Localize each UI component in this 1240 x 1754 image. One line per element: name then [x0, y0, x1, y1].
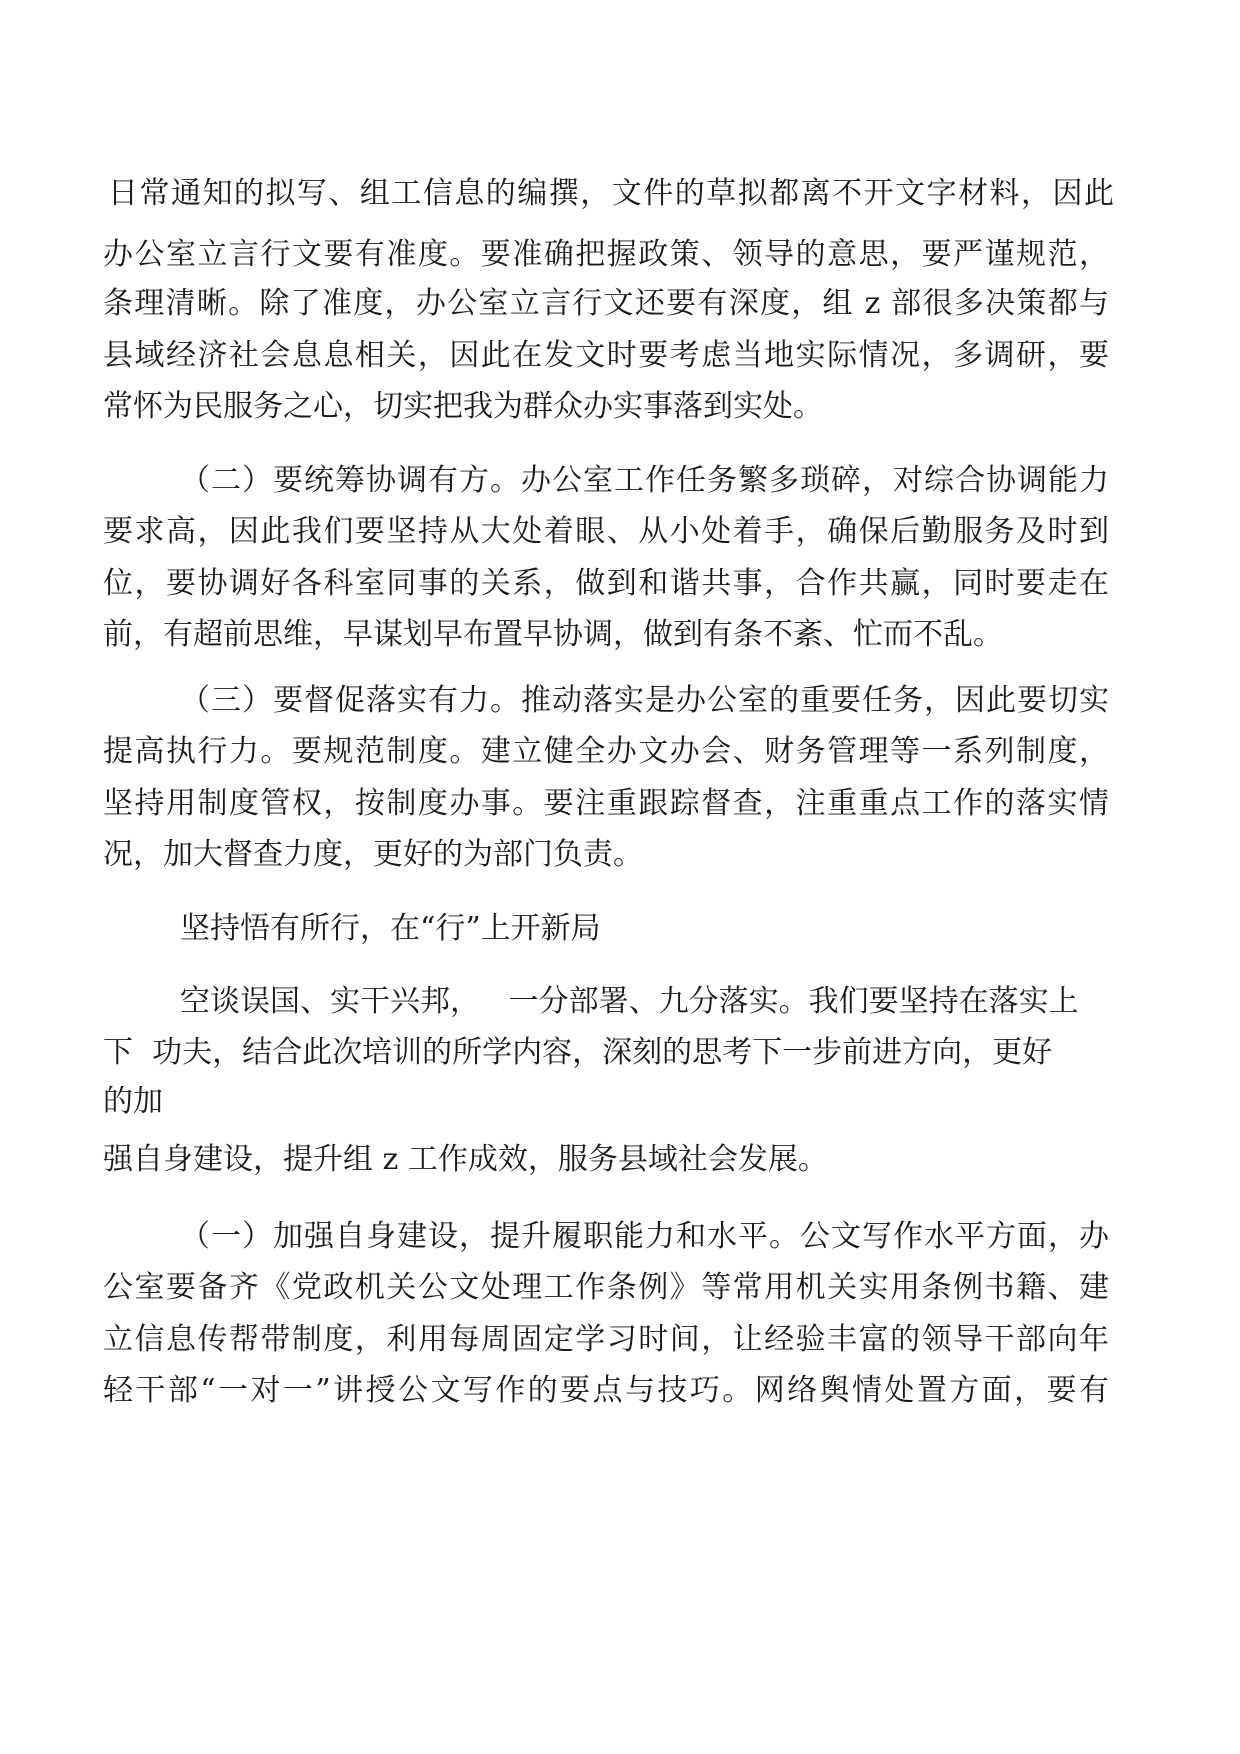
paragraph-start-line: 空谈误国、实干兴邦， 一分部署、九分落实。我们要坚持在落实上: [180, 984, 1079, 1019]
text-line: 位，要协调好各科室同事的关系，做到和谐共事，合作共赢，同时要走在: [103, 566, 1109, 601]
text-line: 坚持用制度管权，按制度办事。要注重跟踪督查，注重重点工作的落实情: [103, 786, 1109, 821]
text-line: 况，加大督查力度，更好的为部门负责。: [103, 837, 643, 872]
text-line: 立信息传帮带制度，利用每周固定学习时间，让经验丰富的领导干部向年: [103, 1322, 1109, 1357]
text-line: 提高执行力。要规范制度。建立健全办文办会、财务管理等一系列制度，: [103, 734, 1109, 769]
text-line: 常怀为民服务之心，切实把我为群众办实事落到实处。: [103, 389, 823, 424]
text-line: 前，有超前思维，早谋划早布置早协调，做到有条不紊、忙而不乱。: [103, 617, 1003, 652]
text-line: 公室要备齐《党政机关公文处理工作条例》等常用机关实用条例书籍、建: [103, 1270, 1109, 1305]
text-line: 下 功夫，结合此次培训的所学内容，深刻的思考下一步前进方向，更好: [103, 1035, 1053, 1070]
text-line: 县域经济社会息息相关，因此在发文时要考虑当地实际情况，多调研，要: [103, 338, 1109, 373]
text-line: 要求高，因此我们要坚持从大处着眼、从小处着手，确保后勤服务及时到: [103, 514, 1109, 549]
paragraph-start-line: （二）要统筹协调有方。办公室工作任务繁多琐碎，对综合协调能力: [180, 463, 1109, 498]
text-line: 条理清晰。除了准度，办公室立言行文还要有深度，组 z 部很多决策都与: [103, 286, 1109, 321]
text-line: 轻干部“一对一”讲授公文写作的要点与技巧。网络舆情处置方面，要有: [103, 1373, 1109, 1408]
paragraph-start-line: （一）加强自身建设，提升履职能力和水平。公文写作水平方面，办: [180, 1219, 1109, 1254]
paragraph-start-line: （三）要督促落实有力。推动落实是办公室的重要任务，因此要切实: [180, 683, 1109, 718]
text-line: 强自身建设，提升组 z 工作成效，服务县域社会发展。: [103, 1142, 828, 1177]
text-line: 日常通知的拟写、组工信息的编撰，文件的草拟都离不开文字材料，因此: [108, 176, 1114, 211]
text-line: 的加: [103, 1084, 163, 1119]
section-heading: 坚持悟有所行，在“行”上开新局: [180, 911, 601, 946]
text-line: 办公室立言行文要有准度。要准确把握政策、领导的意思，要严谨规范，: [103, 237, 1109, 272]
